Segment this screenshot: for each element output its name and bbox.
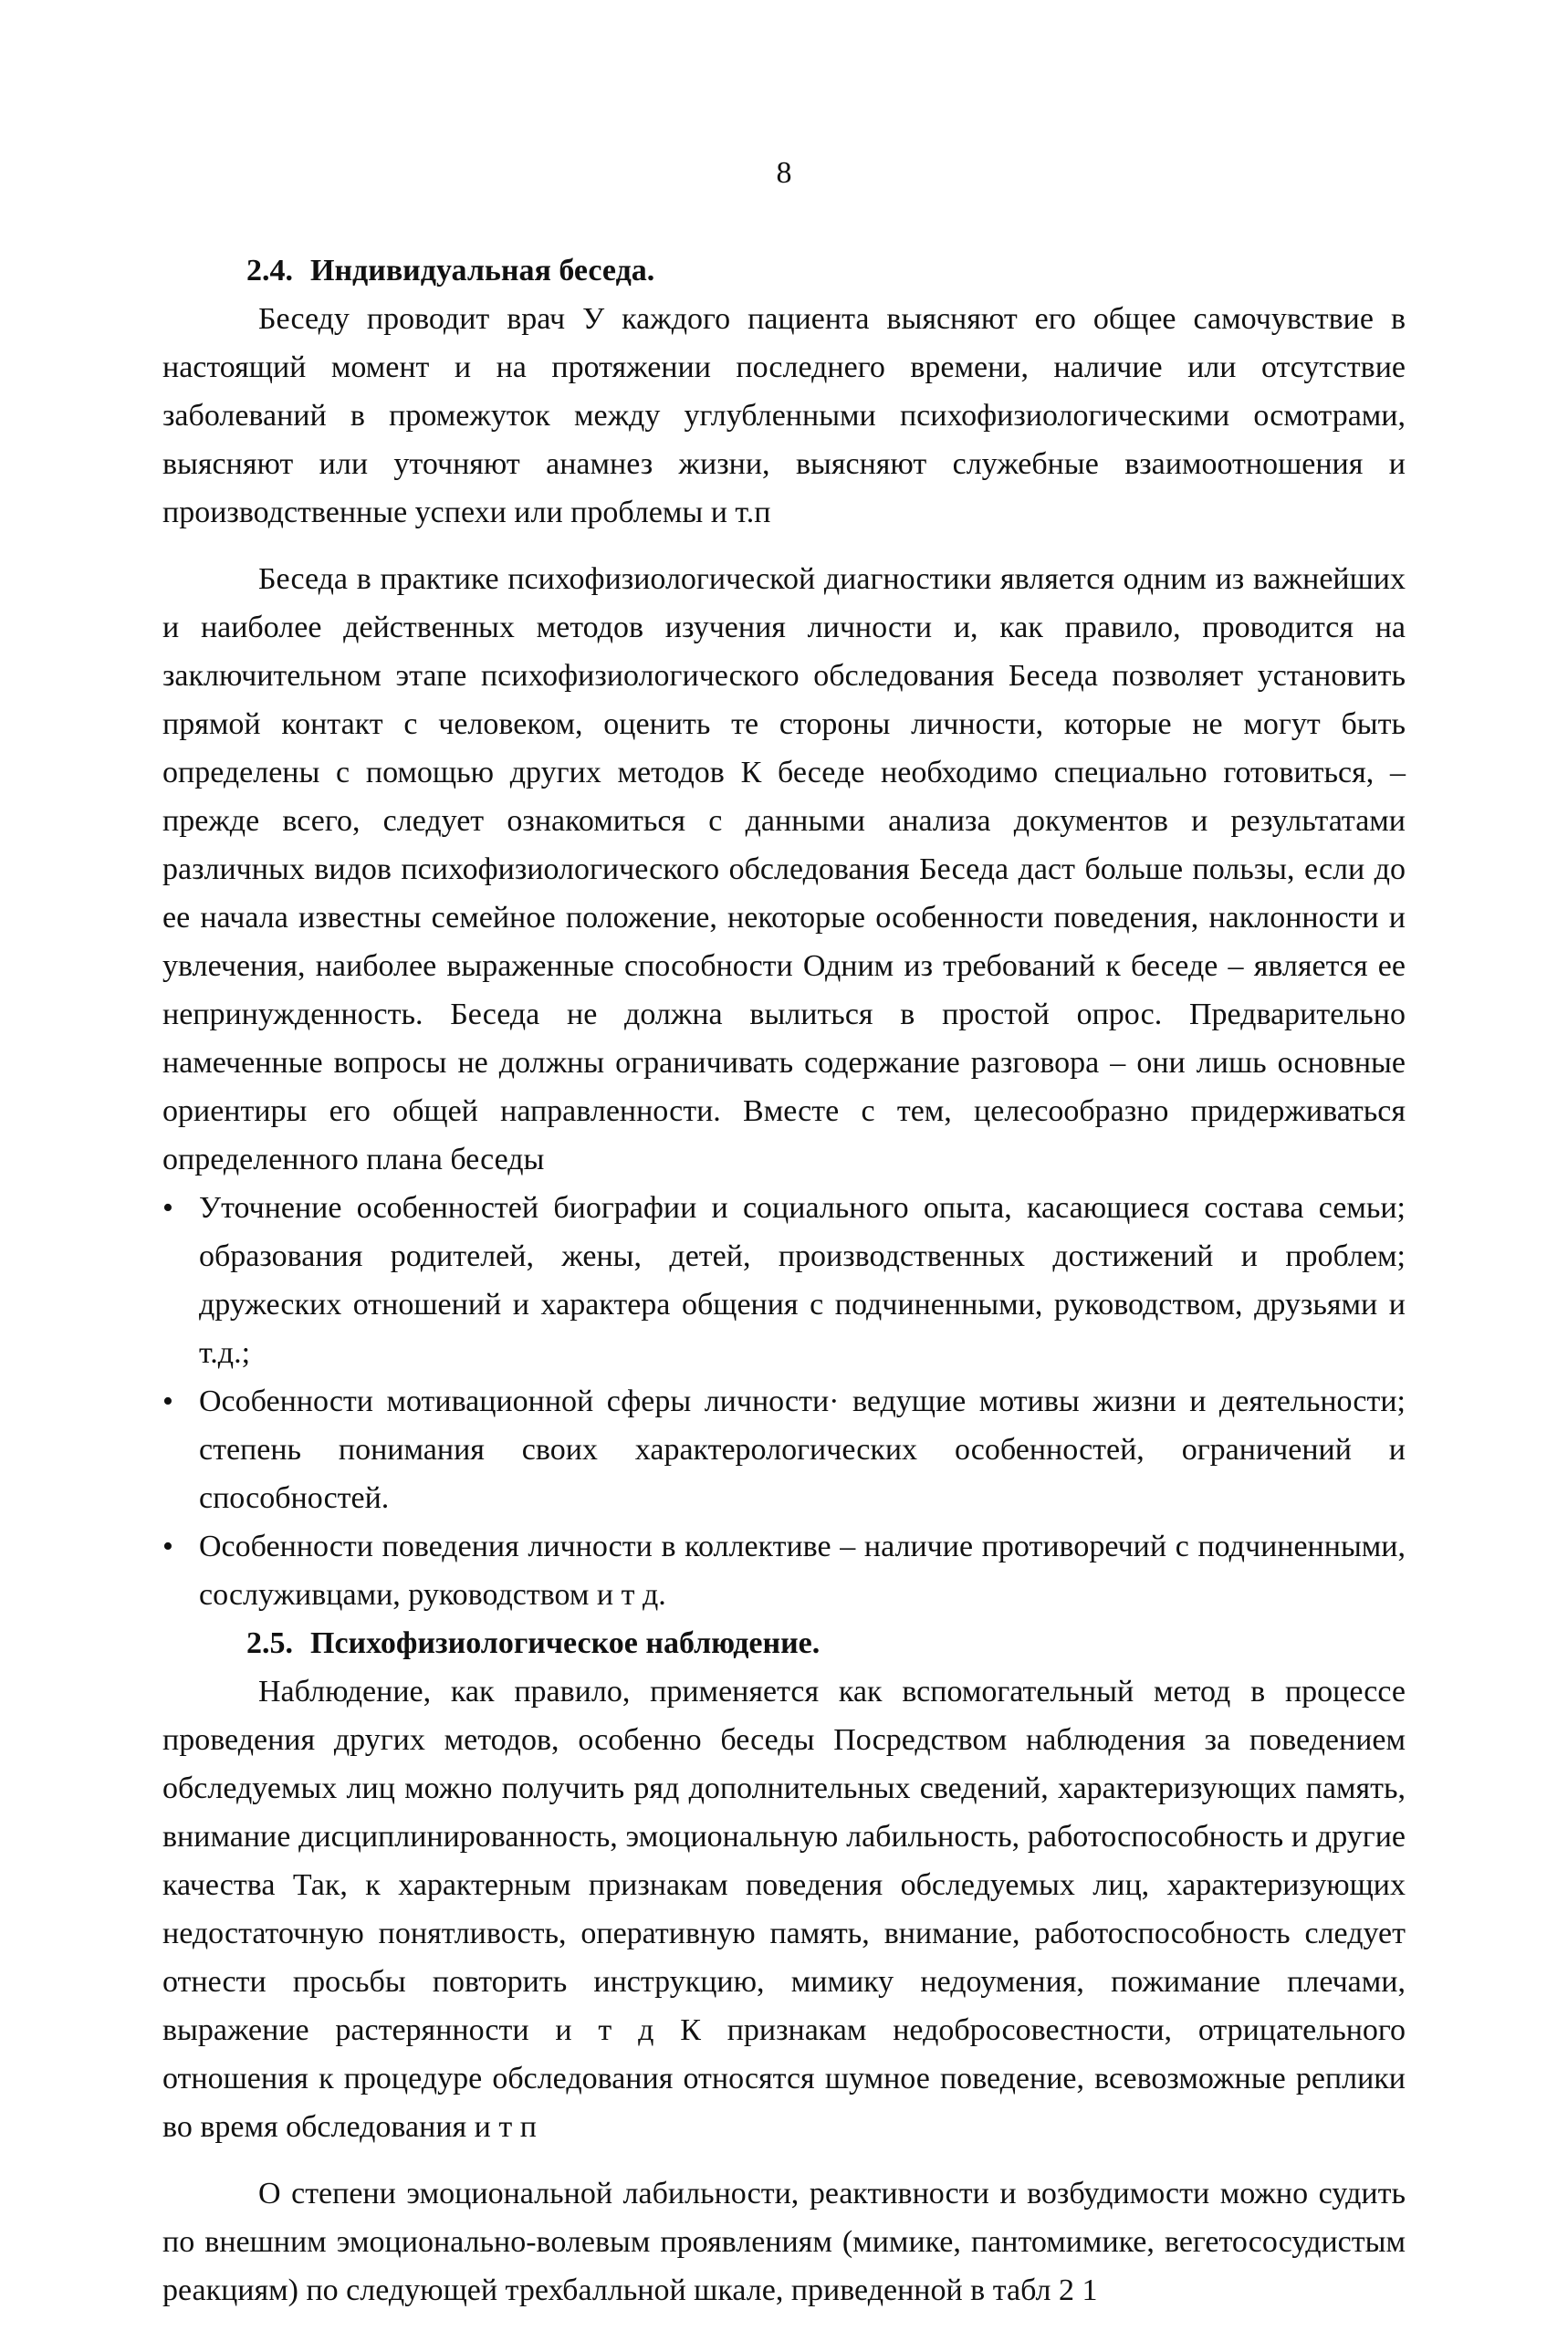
paragraph-gap (162, 2151, 1406, 2169)
section-heading-2-4 (162, 246, 1406, 295)
paragraph-gap (162, 537, 1406, 555)
list-item-text: Особенности поведения личности в коллективе – наличие противоречий с подчиненными, сослуживцами, руководством и т д. (199, 1530, 1406, 1612)
bullet-icon: • (162, 1191, 173, 1225)
conversation-plan-list (162, 1184, 1406, 1619)
section-title: Индивидуальная беседа. (310, 254, 655, 287)
bullet-icon: • (162, 1530, 173, 1563)
section-title: Психофизиологическое наблюдение. (310, 1626, 821, 1660)
paragraph-observation: Наблюдение, как правило, применяется как вспомогательный метод в процессе проведения других методов, особенно беседы Посредством наблюдения за поведением обследуемых лиц можно получить ряд дополнительных сведений, характеризующих память, внимание дисциплинированность, эмоциональную лабильность, работоспособность и другие качества Так, к характерным признакам поведения обследуемых лиц, характеризующих недостаточную понятливость, оперативную память, внимание, работоспособность следует отнести просьбы повторить инструкцию, мимику недоумения, пожимание плечами, выражение растерянности и т д К признакам недобросовестности, отрицательного отношения к процедуре обследования относятся шумное поведение, всевозможные реплики во время обследования и т п (162, 1675, 1406, 2144)
bullet-icon: • (162, 1385, 173, 1418)
section-heading-2-5 (162, 1619, 1406, 1667)
page-content (162, 246, 1406, 2315)
paragraph-conversation-method: Беседа в практике психофизиологической диагностики является одним из важнейших и наиболее действенных методов изучения личности и, как правило, проводится на заключительном этапе психофизиологического обследования Беседа позволяет установить прямой контакт с человеком, оценить те стороны личности, которые не могут быть определены с помощью других методов К беседе необходимо специально готовиться, – прежде всего, следует ознакомиться с данными анализа документов и результатами различных видов психофизиологического обследования Беседа даст больше пользы, если до ее начала известны семейное положение, некоторые особенности поведения, наклонности и увлечения, наиболее выраженные способности Одним из требований к беседе – является ее непринужденность. Беседа не должна вылиться в простой опрос. Предварительно намеченные вопросы не должны ограничивать содержание разговора – они лишь основные ориентиры его общей направленности. Вместе с тем, целесообразно придерживаться определенного плана беседы (162, 562, 1406, 1176)
list-item (162, 1184, 1406, 1377)
page-number: 8 (776, 156, 792, 190)
list-item (162, 1522, 1406, 1619)
section-number: 2.5. (246, 1626, 293, 1660)
section-number: 2.4. (246, 254, 293, 287)
paragraph-doctor-conversation: Беседу проводит врач У каждого пациента выясняют его общее самочувствие в настоящий момент и на протяжении последнего времени, наличие или отсутствие заболеваний в промежуток между углубленными психофизиологическими осмотрами, выясняют или уточняют анамнез жизни, выясняют служебные взаимоотношения и производственные успехи или проблемы и т.п (162, 302, 1406, 529)
list-item-text: Особенности мотивационной сферы личности· ведущие мотивы жизни и деятельности; степень понимания своих характерологических особенностей, ограничений и способностей. (199, 1385, 1406, 1515)
paragraph-emotional-lability: О степени эмоциональной лабильности, реактивности и возбудимости можно судить по внешним эмоционально-волевым проявлениям (мимике, пантомимике, вегетососудистым реакциям) по следующей трехбалльной шкале, приведенной в табл 2 1 (162, 2177, 1406, 2307)
list-item (162, 1377, 1406, 1522)
list-item-text: Уточнение особенностей биографии и социального опыта, касающиеся состава семьи; образования родителей, жены, детей, производственных достижений и проблем; дружеских отношений и характера общения с подчиненными, руководством, друзьями и т.д.; (199, 1191, 1406, 1370)
